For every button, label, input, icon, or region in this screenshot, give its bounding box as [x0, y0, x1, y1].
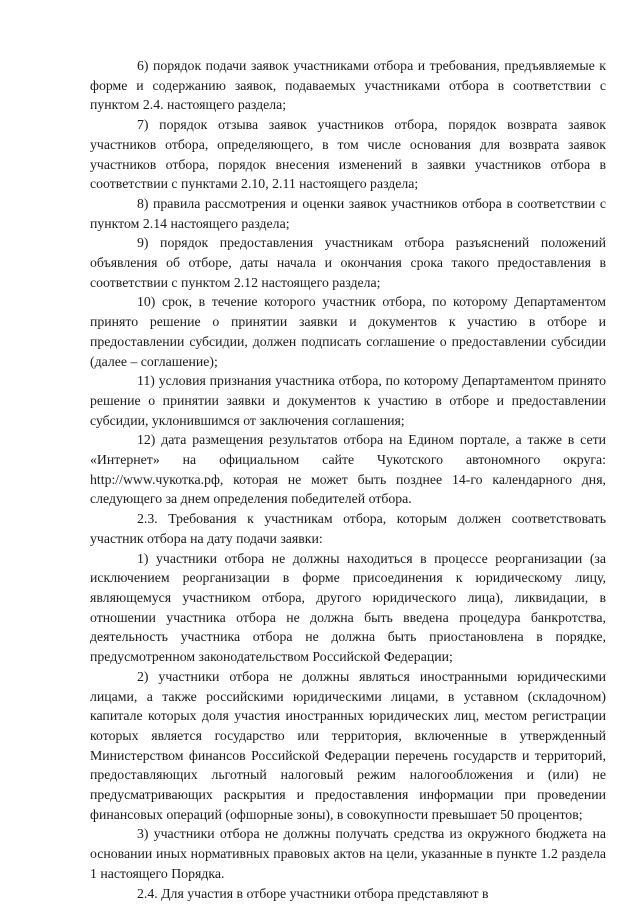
paragraph-item-6: 6) порядок подачи заявок участниками отбора и требования, предъявляемые к форме и содержанию заявок, подаваемых участниками отбора в соответствии с пунктом 2.4. настоящего раздела;	[90, 58, 606, 113]
requirement-item-1: 1) участники отбора не должны находиться в процессе реорганизации (за исключением реорганизации в форме присоединения к юридическому лицу, являющемуся участником отбора, другого юридического лица), ликвидации, в отношении участника отбора не должна быть введена процедура банкротства, деятельность участника отбора не должна быть приостановлена в порядке, предусмотренном законодательством Российской Федерации;	[90, 550, 606, 665]
section-2-4-start: 2.4. Для участия в отборе участники отбора представляют в	[137, 885, 489, 901]
paragraph-item-8: 8) правила рассмотрения и оценки заявок участников отбора в соответствии с пунктом 2.14 настоящего раздела;	[90, 195, 606, 231]
requirement-item-3: 3) участники отбора не должны получать средства из окружного бюджета на основании иных нормативных правовых актов на цели, указанные в пункте 1.2 раздела 1 настоящего Порядка.	[90, 826, 606, 881]
requirement-item-2: 2) участники отбора не должны являться иностранными юридическими лицами, а также российскими юридическими лицами, в уставном (складочном) капитале которых доля участия иностранных юридических лиц, местом регистрации которых является государство или территория, включенные в утвержденный Министерством финансов Российской Федерации перечень государств и территорий, предоставляющих льготный налоговый режим налогообложения и (или) не предусматривающих раскрытия и предоставления информации при проведении финансовых операций (офшорные зоны), в совокупности превышает 50 процентов;	[90, 668, 606, 822]
paragraph-item-9: 9) порядок предоставления участникам отбора разъяснений положений объявления об отборе, даты начала и окончания срока такого предоставления в соответствии с пунктом 2.12 настоящего раздела;	[90, 235, 606, 290]
paragraph-item-10: 10) срок, в течение которого участник отбора, по которому Департаментом принято решение о принятии заявки и документов к участию в отборе и предоставлении субсидии, должен подписать соглашение о предоставлении субсидии (далее – соглашение);	[90, 294, 606, 369]
section-2-3-heading: 2.3. Требования к участникам отбора, которым должен соответствовать участник отбора на дату подачи заявки:	[90, 511, 606, 546]
paragraph-item-12: 12) дата размещения результатов отбора на Едином портале, а также в сети «Интернет» на официальном сайте Чукотского автономного округа: http://www.чукотка.рф, которая не может быть позднее 14-го календарного дня, следующего за днем определения победителей отбора.	[90, 432, 606, 507]
paragraph-item-11: 11) условия признания участника отбора, по которому Департаментом принято решение о принятии заявки и документов к участию в отборе и предоставлении субсидии, уклонившимся от заключения соглашения;	[90, 373, 606, 428]
paragraph-item-7: 7) порядок отзыва заявок участников отбора, порядок возврата заявок участников отбора, определяющего, в том числе основания для возврата заявок участников отбора, порядок внесения изменений в заявки участников отбора в соответствии с пунктами 2.10, 2.11 настоящего раздела;	[90, 117, 606, 192]
